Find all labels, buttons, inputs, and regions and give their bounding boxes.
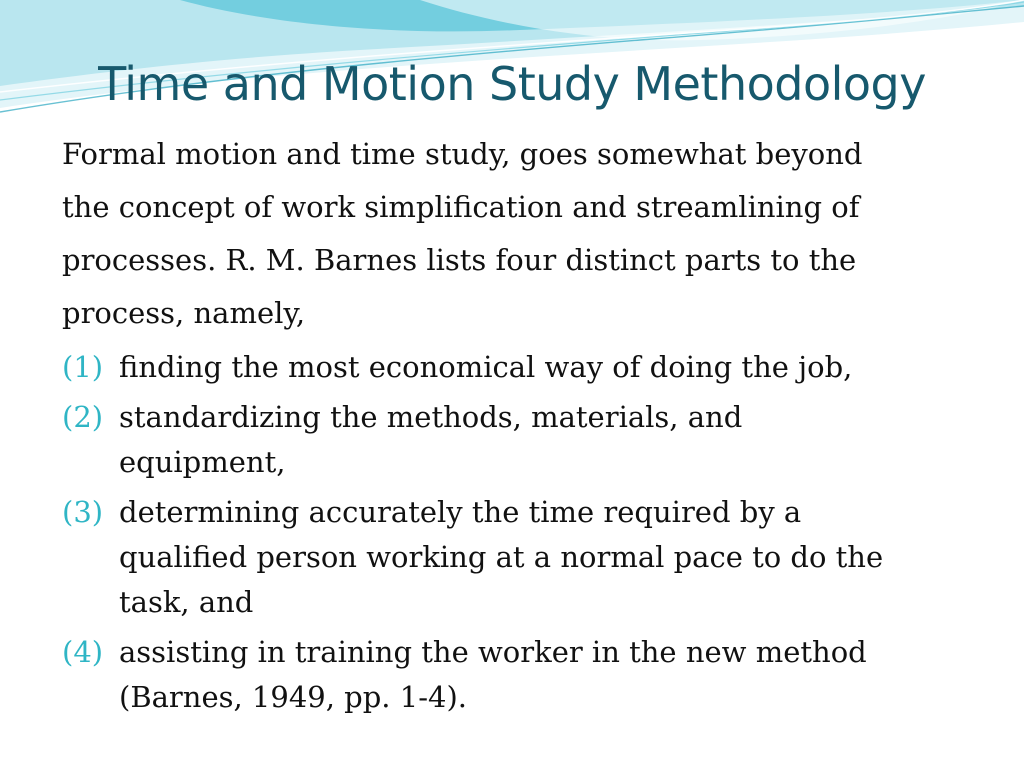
intro-line: process, namely, [62,296,306,330]
list-item [62,345,962,390]
list-item-text [119,345,852,390]
list-marker: (4) [62,635,104,669]
list-item-line: (Barnes, 1949, pp. 1-4). [119,680,467,714]
list-item [62,490,962,625]
list-item-text [119,630,867,720]
intro-line: Formal motion and time study, goes somewhat beyond [62,137,863,171]
list-item [62,395,962,485]
list-item-text [119,395,742,485]
list-item-line: task, and [119,585,254,619]
slide-body [62,128,962,720]
list-item-line: qualified person working at a normal pace to do the [119,540,884,574]
list-item-line: equipment, [119,445,286,479]
list-marker: (1) [62,350,104,384]
list-marker: (2) [62,400,104,434]
intro-line: processes. R. M. Barnes lists four distinct parts to the [62,243,857,277]
numbered-list [62,345,962,720]
list-item-line: finding the most economical way of doing the job, [119,350,853,384]
slide-title: Time and Motion Study Methodology [98,57,926,111]
list-marker: (3) [62,495,104,529]
list-item-line: assisting in training the worker in the new method [119,635,867,669]
intro-line: the concept of work simplification and streamlining of [62,190,860,224]
intro-paragraph [62,128,962,340]
list-item-line: standardizing the methods, materials, and [119,400,743,434]
list-item-text [119,490,883,625]
list-item-line: determining accurately the time required by a [119,495,802,529]
list-item [62,630,962,720]
